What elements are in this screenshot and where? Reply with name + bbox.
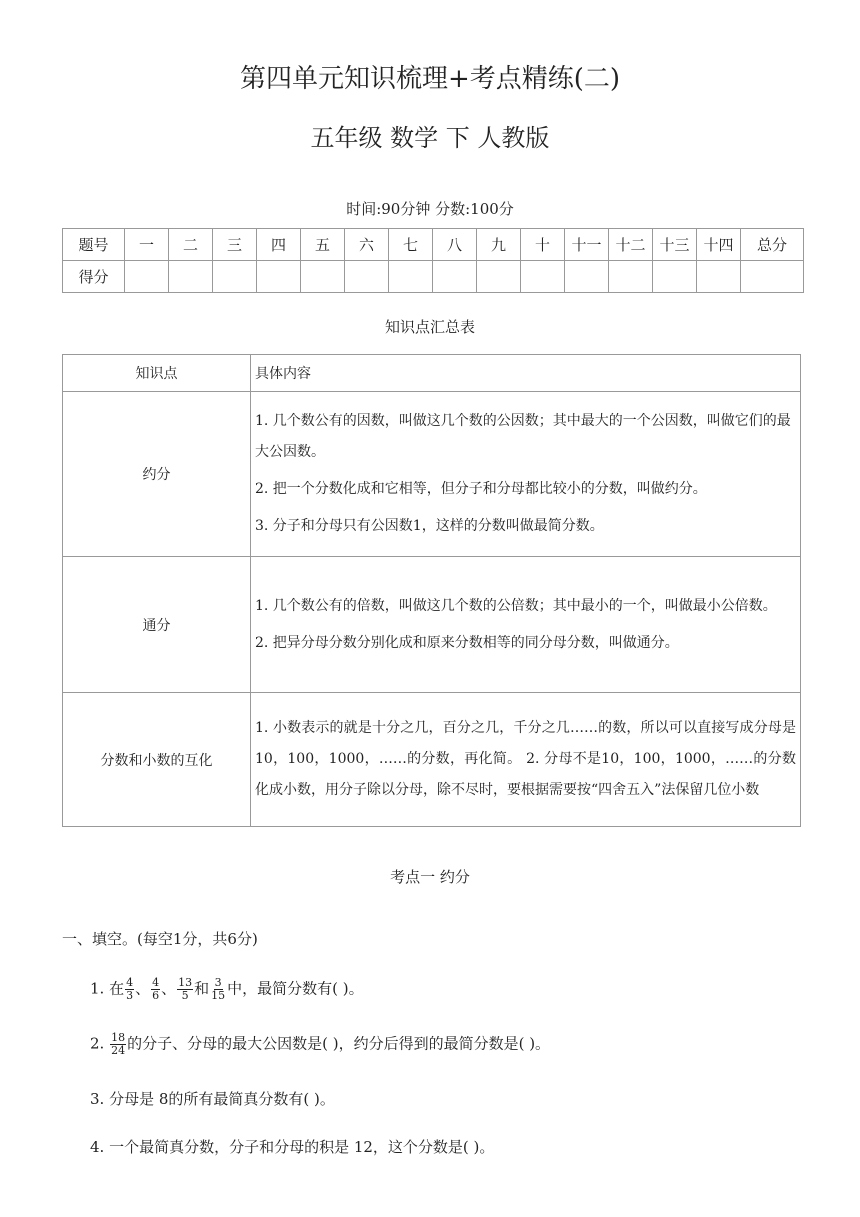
q1-prefix: 1. 在: [90, 979, 125, 998]
header-knowledge-point: 知识点: [63, 355, 251, 392]
score-input-cell[interactable]: [521, 261, 565, 293]
score-cell: 九: [477, 229, 521, 261]
score-cell: 七: [389, 229, 433, 261]
page-title: 第四单元知识梳理+考点精练(二): [239, 64, 621, 94]
score-cell: 四: [257, 229, 301, 261]
score-input-cell[interactable]: [433, 261, 477, 293]
page-subtitle: 五年级 数学 下 人教版: [310, 124, 550, 152]
numerator: 4: [152, 976, 160, 989]
knowledge-point: 约分: [63, 392, 251, 557]
numerator: 4: [126, 976, 134, 989]
numerator: 3: [214, 976, 222, 989]
score-input-cell[interactable]: [213, 261, 257, 293]
score-input-cell[interactable]: [565, 261, 609, 293]
part-heading: 一、填空。(每空1分，共6分): [62, 930, 258, 948]
score-cell: 总分: [741, 229, 804, 261]
score-input-cell[interactable]: [477, 261, 521, 293]
fraction: [177, 977, 193, 1002]
score-cell: 十: [521, 229, 565, 261]
q2-prefix: 2.: [90, 1034, 110, 1053]
score-table: [62, 228, 804, 293]
score-cell: 一: [125, 229, 169, 261]
score-cell: 六: [345, 229, 389, 261]
score-input-cell[interactable]: [169, 261, 213, 293]
knowledge-row: [63, 557, 801, 693]
score-input-cell[interactable]: [345, 261, 389, 293]
knowledge-content: [251, 392, 801, 557]
content-item: 2. 把一个分数化成和它相等，但分子和分母都比较小的分数，叫做约分。: [255, 481, 707, 497]
denominator: 6: [152, 989, 160, 1002]
score-input-cell[interactable]: [697, 261, 741, 293]
fraction: [125, 977, 134, 1002]
question-4: 4. 一个最简真分数，分子和分母的积是 12，这个分数是( )。: [90, 1138, 495, 1156]
score-input-cell[interactable]: [741, 261, 804, 293]
score-cell: 十一: [565, 229, 609, 261]
knowledge-row: [63, 693, 801, 827]
score-input-cell[interactable]: [389, 261, 433, 293]
score-table-header-row: [63, 229, 804, 261]
q2-suffix: 的分子、分母的最大公因数是( )，约分后得到的最简分数是( )。: [127, 1034, 551, 1053]
numerator: 18: [111, 1031, 126, 1044]
score-cell: 五: [301, 229, 345, 261]
content-item: 2. 把异分母分数分别化成和原来分数相等的同分母分数，叫做通分。: [255, 634, 679, 651]
content-item: 3. 分子和分母只有公因数1，这样的分数叫做最简分数。: [255, 518, 604, 534]
fraction: [110, 1032, 126, 1057]
denominator: 5: [181, 989, 189, 1002]
score-cell: 得分: [63, 261, 125, 293]
score-cell: 三: [213, 229, 257, 261]
content-item: 1. 几个数公有的倍数，叫做这几个数的公倍数；其中最小的一个，叫做最小公倍数。: [255, 597, 777, 614]
denominator: 3: [126, 989, 134, 1002]
knowledge-header-row: [63, 355, 801, 392]
score-cell: 十二: [609, 229, 653, 261]
header-content: 具体内容: [251, 355, 801, 392]
knowledge-content: [251, 557, 801, 693]
knowledge-row: [63, 392, 801, 557]
content-item: 1. 几个数公有的因数，叫做这几个数的公因数；其中最大的一个公因数，叫做它们的最大公因数。: [255, 413, 791, 460]
time-score-info: 时间:90分钟 分数:100分: [346, 200, 514, 218]
score-input-cell[interactable]: [125, 261, 169, 293]
knowledge-point: 通分: [63, 557, 251, 693]
fraction: [210, 977, 226, 1002]
score-input-cell[interactable]: [653, 261, 697, 293]
knowledge-point: 分数和小数的互化: [63, 693, 251, 827]
score-cell: 题号: [63, 229, 125, 261]
separator: 、: [161, 979, 177, 998]
fraction: [151, 977, 160, 1002]
score-input-cell[interactable]: [609, 261, 653, 293]
denominator: 24: [111, 1044, 126, 1057]
score-cell: 十三: [653, 229, 697, 261]
separator: 、: [135, 979, 151, 998]
content-item: 1. 小数表示的就是十分之几，百分之几，千分之几……的数，所以可以直接写成分母是10，100，1000，……的分数，再化简。 2. 分母不是10，100，1000，……的分数化成小数，用分子除以分母，除不尽时，要根据需要按“四舍五入”法保留几位小数: [255, 720, 796, 798]
score-cell: 十四: [697, 229, 741, 261]
q1-suffix: 中，最简分数有( )。: [227, 979, 364, 998]
denominator: 15: [211, 989, 226, 1002]
score-input-cell[interactable]: [257, 261, 301, 293]
score-cell: 八: [433, 229, 477, 261]
question-1: [90, 977, 364, 1002]
numerator: 13: [178, 976, 193, 989]
knowledge-content: [251, 693, 801, 827]
conjunction: 和: [194, 979, 210, 998]
knowledge-table: [62, 354, 801, 827]
score-cell: 二: [169, 229, 213, 261]
section-title: 考点一 约分: [390, 868, 470, 886]
summary-table-title: 知识点汇总表: [384, 318, 475, 336]
question-3: 3. 分母是 8的所有最简真分数有( )。: [90, 1090, 335, 1108]
score-table-input-row: [63, 261, 804, 293]
question-2: [90, 1032, 550, 1057]
score-input-cell[interactable]: [301, 261, 345, 293]
